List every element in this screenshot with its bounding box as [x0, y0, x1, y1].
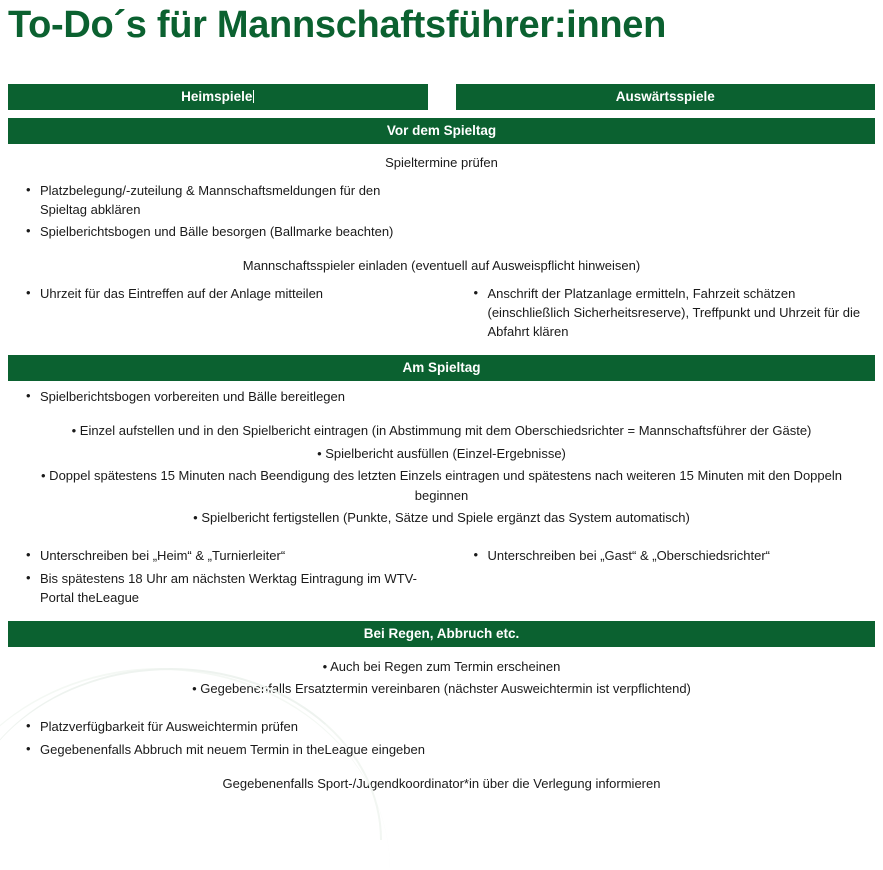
- rain-away-list-empty: [456, 717, 876, 763]
- rain-center-bottom: Gegebenenfalls Sport-/Jugendkoordinator*in über die Verlegung informieren: [222, 775, 661, 791]
- matchday-home-list-2: [8, 546, 428, 611]
- list-item: • Uhrzeit für das Eintreffen auf der Anlage mitteilen: [26, 284, 428, 307]
- before-away-list-2: [456, 284, 876, 345]
- list-item: • Anschrift der Platzanlage ermitteln, Fahrzeit schätzen (einschließlich Sicherheitsreserve), Treffpunkt und Uhrzeit für die Abfahrt klären: [474, 284, 876, 345]
- list-item: • Spielberichtsbogen und Bälle besorgen (Ballmarke beachten): [26, 222, 428, 245]
- before-center-mid: Mannschaftsspieler einladen (eventuell auf Ausweispflicht hinweisen): [242, 258, 641, 274]
- list-item: • Unterschreiben bei „Heim“ & „Turnierleiter“: [26, 546, 428, 569]
- center-item: • Spielbericht ausfüllen (Einzel-Ergebnisse): [317, 445, 566, 461]
- matchday-home-list: [8, 387, 428, 410]
- matchday-center-block: [0, 411, 883, 534]
- list-item: • Spielberichtsbogen vorbereiten und Bälle bereitlegen: [26, 387, 428, 410]
- column-header-home-label: Heimspiele: [181, 88, 253, 104]
- before-center-top: Spieltermine prüfen: [385, 154, 498, 170]
- list-item: • Bis spätestens 18 Uhr am nächsten Werktag Eintragung im WTV-Portal theLeague: [26, 569, 428, 611]
- center-item: • Spielbericht fertigstellen (Punkte, Sätze und Spiele ergänzt das System automatisch): [193, 510, 690, 526]
- center-item: • Auch bei Regen zum Termin erscheinen: [322, 658, 561, 674]
- list-item: • Unterschreiben bei „Gast“ & „Oberschiedsrichter“: [474, 546, 876, 569]
- list-item: • Platzverfügbarkeit für Ausweichtermin prüfen: [26, 717, 428, 740]
- before-home-list: [8, 181, 428, 246]
- list-item: • Gegebenenfalls Abbruch mit neuem Termin in theLeague eingeben: [26, 740, 428, 763]
- before-away-list-empty: [456, 181, 876, 246]
- section-band-before-matchday: Vor dem Spieltag: [8, 118, 875, 144]
- matchday-row-2: [0, 540, 883, 613]
- center-item: • Doppel spätestens 15 Minuten nach Beendigung des letzten Einzels eintragen und spätestens nach weiteren 15 Minuten mit den Doppeln beginnen: [41, 467, 842, 503]
- page-title: To-Do´s für Mannschaftsführer:innen: [8, 4, 667, 46]
- center-item: • Gegebenenfalls Ersatztermin vereinbaren (nächster Ausweichtermin ist verpflichtend): [192, 680, 691, 696]
- center-item: • Einzel aufstellen und in den Spielbericht eintragen (in Abstimmung mit dem Oberschiedsrichter = Mannschaftsführer der Gäste): [71, 423, 812, 439]
- matchday-away-list-empty: [456, 387, 876, 410]
- section-band-matchday: Am Spieltag: [8, 355, 875, 381]
- list-item: • Platzbelegung/-zuteilung & Mannschaftsmeldungen für den Spieltag abklären: [26, 181, 428, 223]
- column-header-home: [8, 84, 428, 110]
- text-cursor: [253, 90, 254, 103]
- rain-center-block: [0, 647, 883, 705]
- before-row-2: [0, 278, 883, 347]
- column-headers: [0, 84, 883, 110]
- rain-home-list: [8, 717, 428, 763]
- before-row-1: [0, 175, 883, 248]
- section-band-rain: Bei Regen, Abbruch etc.: [8, 621, 875, 647]
- matchday-row-1: [0, 381, 883, 412]
- rain-row: [0, 711, 883, 765]
- column-header-away: Auswärtsspiele: [456, 84, 876, 110]
- matchday-away-list-2: [456, 546, 876, 611]
- before-home-list-2: [8, 284, 428, 345]
